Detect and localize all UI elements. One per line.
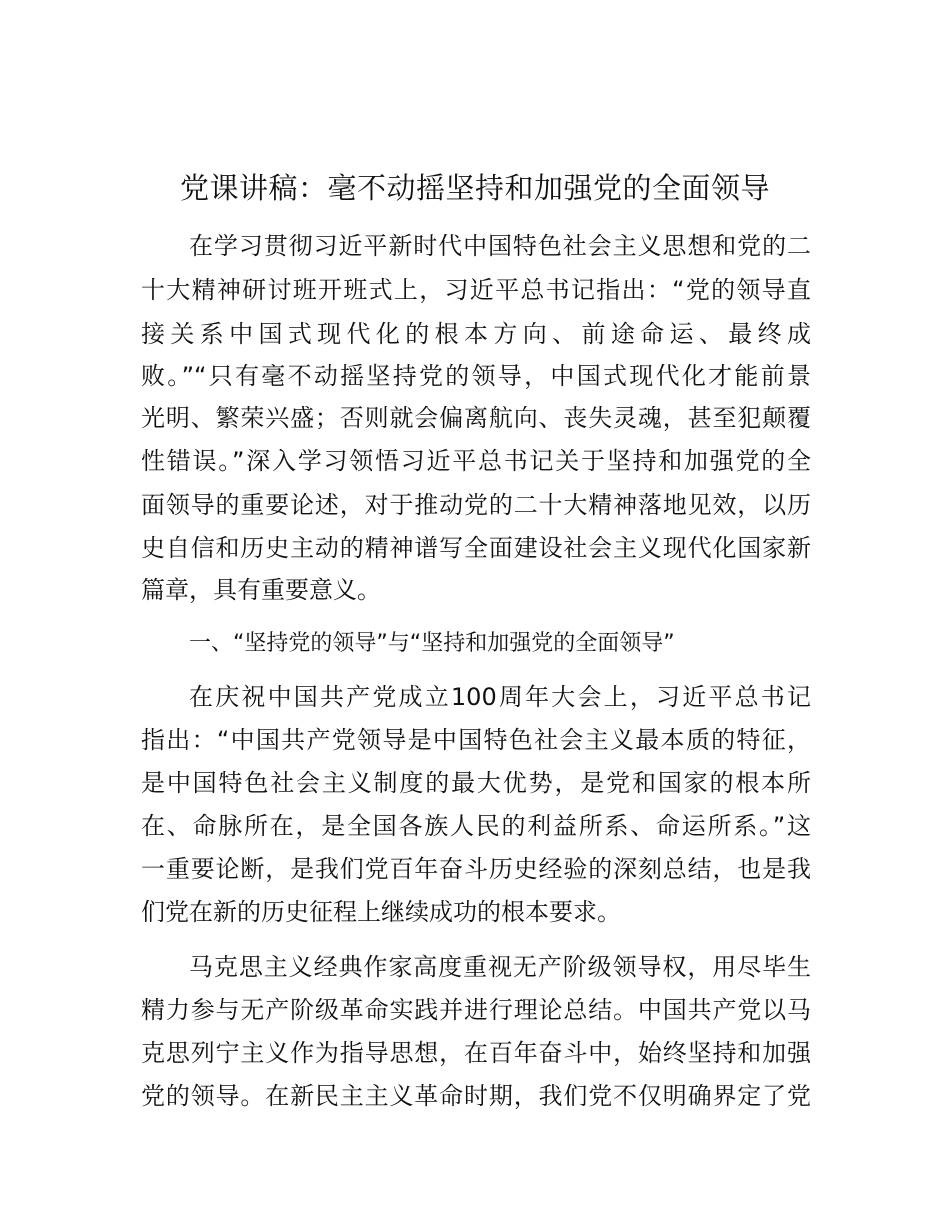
paragraph-1-line-2: 十大精神研讨班开班式上，习近平总书记指出：“党的领导直: [141, 276, 811, 304]
paragraph-2-line-1: 在庆祝中国共产党成立100周年大会上，习近平总书记: [189, 683, 811, 711]
paragraph-3-line-2: 精力参与无产阶级革命实践并进行理论总结。中国共产党以马: [141, 996, 811, 1024]
paragraph-3-line-1: 马克思主义经典作家高度重视无产阶级领导权，用尽毕生: [189, 953, 811, 981]
paragraph-1-line-3: 接关系中国式现代化的根本方向、前途命运、最终成: [141, 320, 811, 348]
paragraph-2-line-2: 指出：“中国共产党领导是中国特色社会主义最本质的特征，: [141, 726, 811, 754]
paragraph-1-line-7: 面领导的重要论述，对于推动党的二十大精神落地见效，以历: [141, 491, 811, 519]
paragraph-3-line-4: 党的领导。在新民主主义革命时期，我们党不仅明确界定了党: [141, 1082, 811, 1110]
paragraph-2-line-6: 们党在新的历史征程上继续成功的根本要求。: [141, 898, 621, 926]
paragraph-1-line-6: 性错误。”深入学习领悟习近平总书记关于坚持和加强党的全: [141, 447, 811, 475]
paragraph-3-line-3: 克思列宁主义作为指导思想，在百年奋斗中，始终坚持和加强: [141, 1039, 811, 1067]
paragraph-2-line-4: 在、命脉所在，是全国各族人民的利益所系、命运所系。”这: [141, 812, 811, 840]
paragraph-1-line-4: 败。”“只有毫不动摇坚持党的领导，中国式现代化才能前景: [141, 362, 811, 390]
paragraph-2-line-5: 一重要论断，是我们党百年奋斗历史经验的深刻总结，也是我: [141, 855, 811, 883]
paragraph-1-line-5: 光明、繁荣兴盛；否则就会偏离航向、丧失灵魂，甚至犯颠覆: [141, 404, 811, 432]
paragraph-1-line-9: 篇章，具有重要意义。: [141, 576, 381, 604]
section-heading-1: 一、“坚持党的领导”与“坚持和加强党的全面领导”: [189, 631, 675, 656]
paragraph-1-line-8: 史自信和历史主动的精神谱写全面建设社会主义现代化国家新: [141, 534, 811, 562]
paragraph-1-line-1: 在学习贯彻习近平新时代中国特色社会主义思想和党的二: [189, 232, 811, 260]
document-title: 党课讲稿：毫不动摇坚持和加强党的全面领导: [179, 171, 770, 205]
paragraph-2-line-3: 是中国特色社会主义制度的最大优势，是党和国家的根本所: [141, 769, 811, 797]
